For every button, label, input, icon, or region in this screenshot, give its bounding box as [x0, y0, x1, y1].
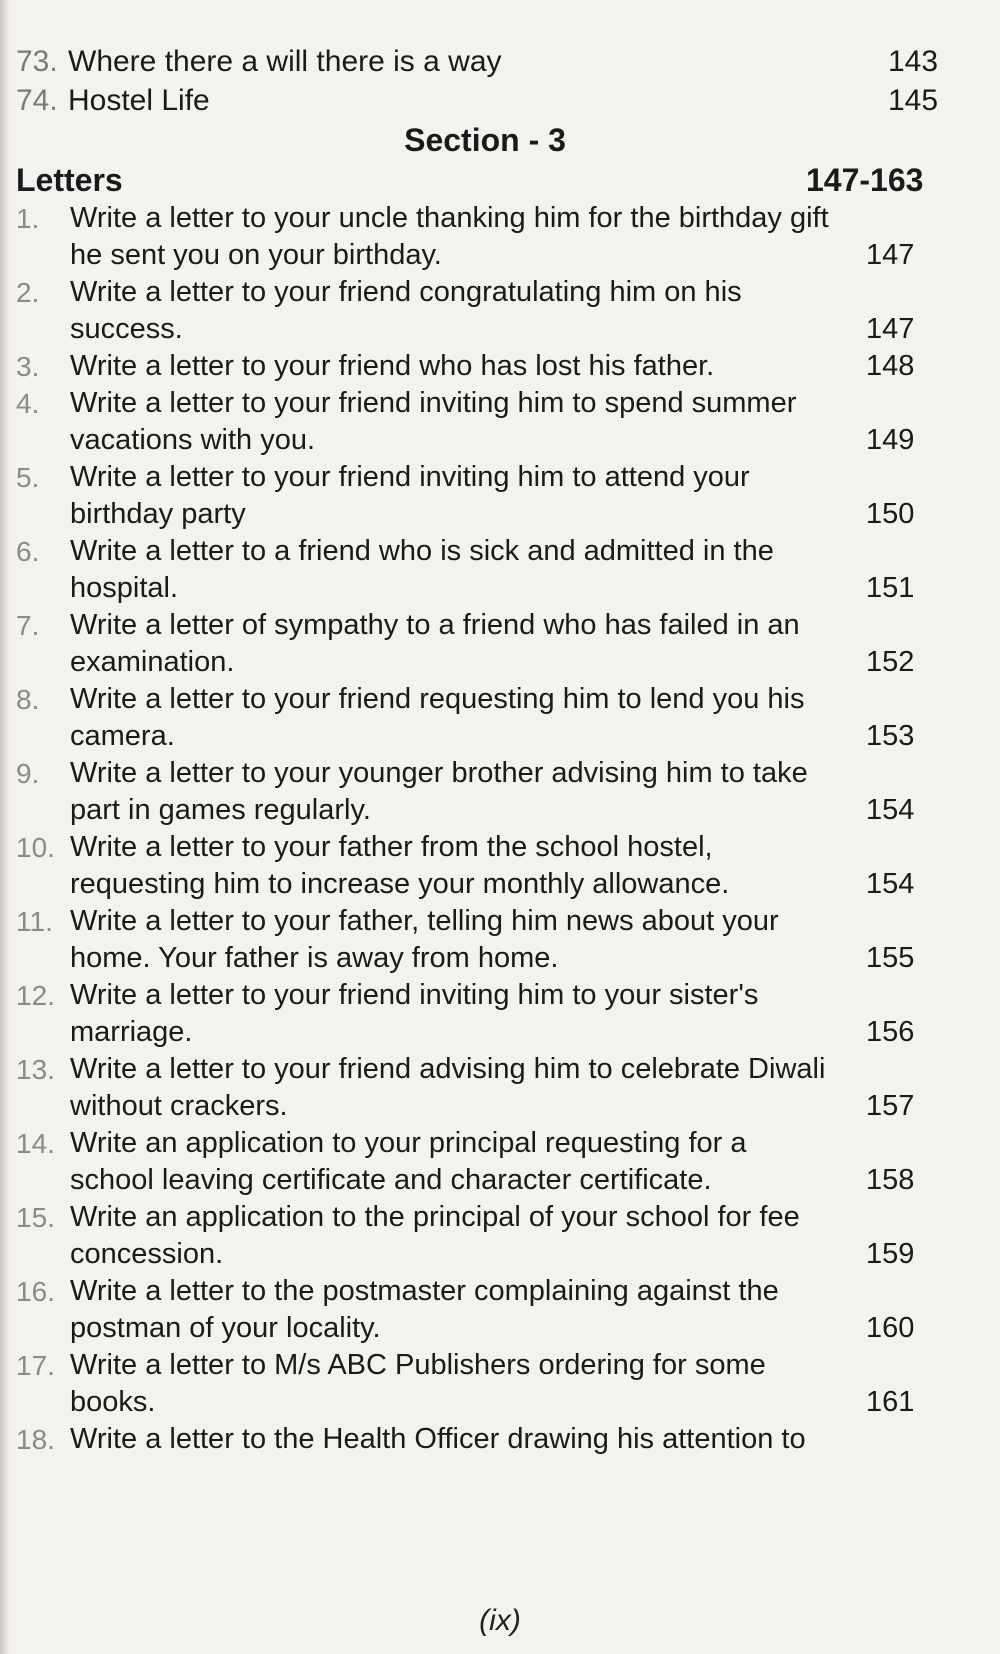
item-text-line1: Write an application to your principal requesting for a	[70, 1127, 747, 1159]
item-text-line1: Write a letter to your father, telling him news about your	[70, 905, 779, 937]
toc-entry-74	[16, 81, 984, 120]
item-text-line2: postman of your locality.	[70, 1312, 381, 1344]
section-heading-row	[16, 160, 984, 200]
entry-number: 74.	[16, 84, 58, 117]
item-text-line2: hospital.	[70, 572, 179, 604]
item-text-line2: marriage.	[70, 1016, 193, 1048]
item-number: 15.	[16, 1202, 55, 1233]
entry-title: Hostel Life	[68, 84, 210, 117]
item-number: 5.	[16, 462, 40, 493]
list-item	[16, 1199, 984, 1273]
item-page: 153	[866, 720, 915, 752]
list-item	[16, 829, 984, 903]
list-item	[16, 274, 984, 348]
item-text-line2: success.	[70, 313, 183, 345]
item-page: 158	[866, 1164, 915, 1196]
item-page: 154	[866, 794, 915, 826]
item-text-line2: without crackers.	[70, 1090, 288, 1122]
entry-number: 73.	[16, 45, 58, 78]
item-text-line2: concession.	[70, 1238, 224, 1270]
item-number: 13.	[16, 1054, 55, 1085]
item-text-line2: school leaving certificate and character certificate.	[70, 1164, 712, 1196]
item-page: 147	[866, 313, 915, 345]
item-text-line1: Write an application to the principal of your school for fee	[70, 1201, 800, 1233]
item-number: 10.	[16, 832, 55, 863]
item-text-line1: Write a letter to your uncle thanking him for the birthday gift	[70, 202, 829, 234]
item-text-line2: vacations with you.	[70, 424, 316, 456]
item-number: 2.	[16, 277, 40, 308]
item-page: 161	[866, 1386, 915, 1418]
item-page: 157	[866, 1090, 915, 1122]
item-text-line2: home. Your father is away from home.	[70, 942, 559, 974]
item-text-line1: Write a letter to your friend inviting him to spend summer	[70, 387, 797, 419]
list-item	[16, 607, 984, 681]
page-spine-shadow	[0, 0, 10, 1654]
list-item	[16, 200, 984, 274]
item-text-line2: examination.	[70, 646, 235, 678]
list-item	[16, 459, 984, 533]
item-text-line1: Write a letter to your friend congratulating him on his	[70, 276, 742, 308]
item-text-line1: Write a letter to your friend who has lost his father.	[70, 350, 715, 382]
item-text-line1: Write a letter to a friend who is sick and admitted in the	[70, 535, 774, 567]
list-item	[16, 681, 984, 755]
list-item	[16, 1421, 984, 1458]
item-page: 148	[866, 350, 915, 382]
item-number: 16.	[16, 1276, 55, 1307]
item-number: 8.	[16, 684, 40, 715]
item-page: 159	[866, 1238, 915, 1270]
item-text-line1: Write a letter of sympathy to a friend who has failed in an	[70, 609, 800, 641]
item-number: 3.	[16, 351, 40, 382]
list-item	[16, 385, 984, 459]
section-title: Section - 3	[404, 122, 566, 158]
item-text-line2: books.	[70, 1386, 156, 1418]
item-number: 17.	[16, 1350, 55, 1381]
item-page: 150	[866, 498, 915, 530]
item-page: 154	[866, 868, 915, 900]
section-page-range: 147-163	[806, 162, 924, 198]
toc-entry-73	[16, 42, 984, 81]
item-text-line1: Write a letter to the postmaster complaining against the	[70, 1275, 779, 1307]
item-text-line1: Write a letter to the Health Officer drawing his attention to	[70, 1423, 806, 1455]
list-item	[16, 903, 984, 977]
list-item	[16, 533, 984, 607]
item-page: 155	[866, 942, 915, 974]
item-text-line2: he sent you on your birthday.	[70, 239, 442, 271]
item-number: 18.	[16, 1424, 55, 1455]
item-page: 149	[866, 424, 915, 456]
item-page: 156	[866, 1016, 915, 1048]
item-text-line2: camera.	[70, 720, 175, 752]
item-number: 1.	[16, 203, 40, 234]
item-text-line1: Write a letter to your friend inviting him to your sister's	[70, 979, 759, 1011]
item-number: 6.	[16, 536, 40, 567]
list-item	[16, 1051, 984, 1125]
item-number: 9.	[16, 758, 40, 789]
entry-page: 143	[888, 45, 939, 78]
item-page: 160	[866, 1312, 915, 1344]
item-number: 11.	[16, 906, 53, 937]
item-text-line2: birthday party	[70, 498, 246, 530]
page-number: (ix)	[479, 1604, 521, 1637]
list-item	[16, 755, 984, 829]
item-number: 4.	[16, 388, 40, 419]
item-text-line2: requesting him to increase your monthly allowance.	[70, 868, 730, 900]
list-item	[16, 1347, 984, 1421]
list-item	[16, 977, 984, 1051]
item-page: 147	[866, 239, 915, 271]
item-text-line1: Write a letter to your friend inviting him to attend your	[70, 461, 750, 493]
item-number: 7.	[16, 610, 40, 641]
item-text-line1: Write a letter to your friend advising him to celebrate Diwali	[70, 1053, 826, 1085]
item-number: 14.	[16, 1128, 55, 1159]
item-text-line2: part in games regularly.	[70, 794, 371, 826]
item-number: 12.	[16, 980, 55, 1011]
entry-title: Where there a will there is a way	[68, 45, 502, 78]
list-item	[16, 1125, 984, 1199]
list-item	[16, 348, 984, 385]
section-heading: Letters	[16, 162, 123, 198]
item-text-line1: Write a letter to M/s ABC Publishers ordering for some	[70, 1349, 766, 1381]
entry-page: 145	[888, 84, 939, 117]
item-text-line1: Write a letter to your younger brother advising him to take	[70, 757, 808, 789]
item-page: 152	[866, 646, 915, 678]
item-text-line1: Write a letter to your father from the school hostel,	[70, 831, 713, 863]
letters-list	[16, 200, 984, 1458]
item-page: 151	[866, 572, 915, 604]
item-text-line1: Write a letter to your friend requesting him to lend you his	[70, 683, 805, 715]
list-item	[16, 1273, 984, 1347]
table-of-contents	[16, 42, 984, 1458]
